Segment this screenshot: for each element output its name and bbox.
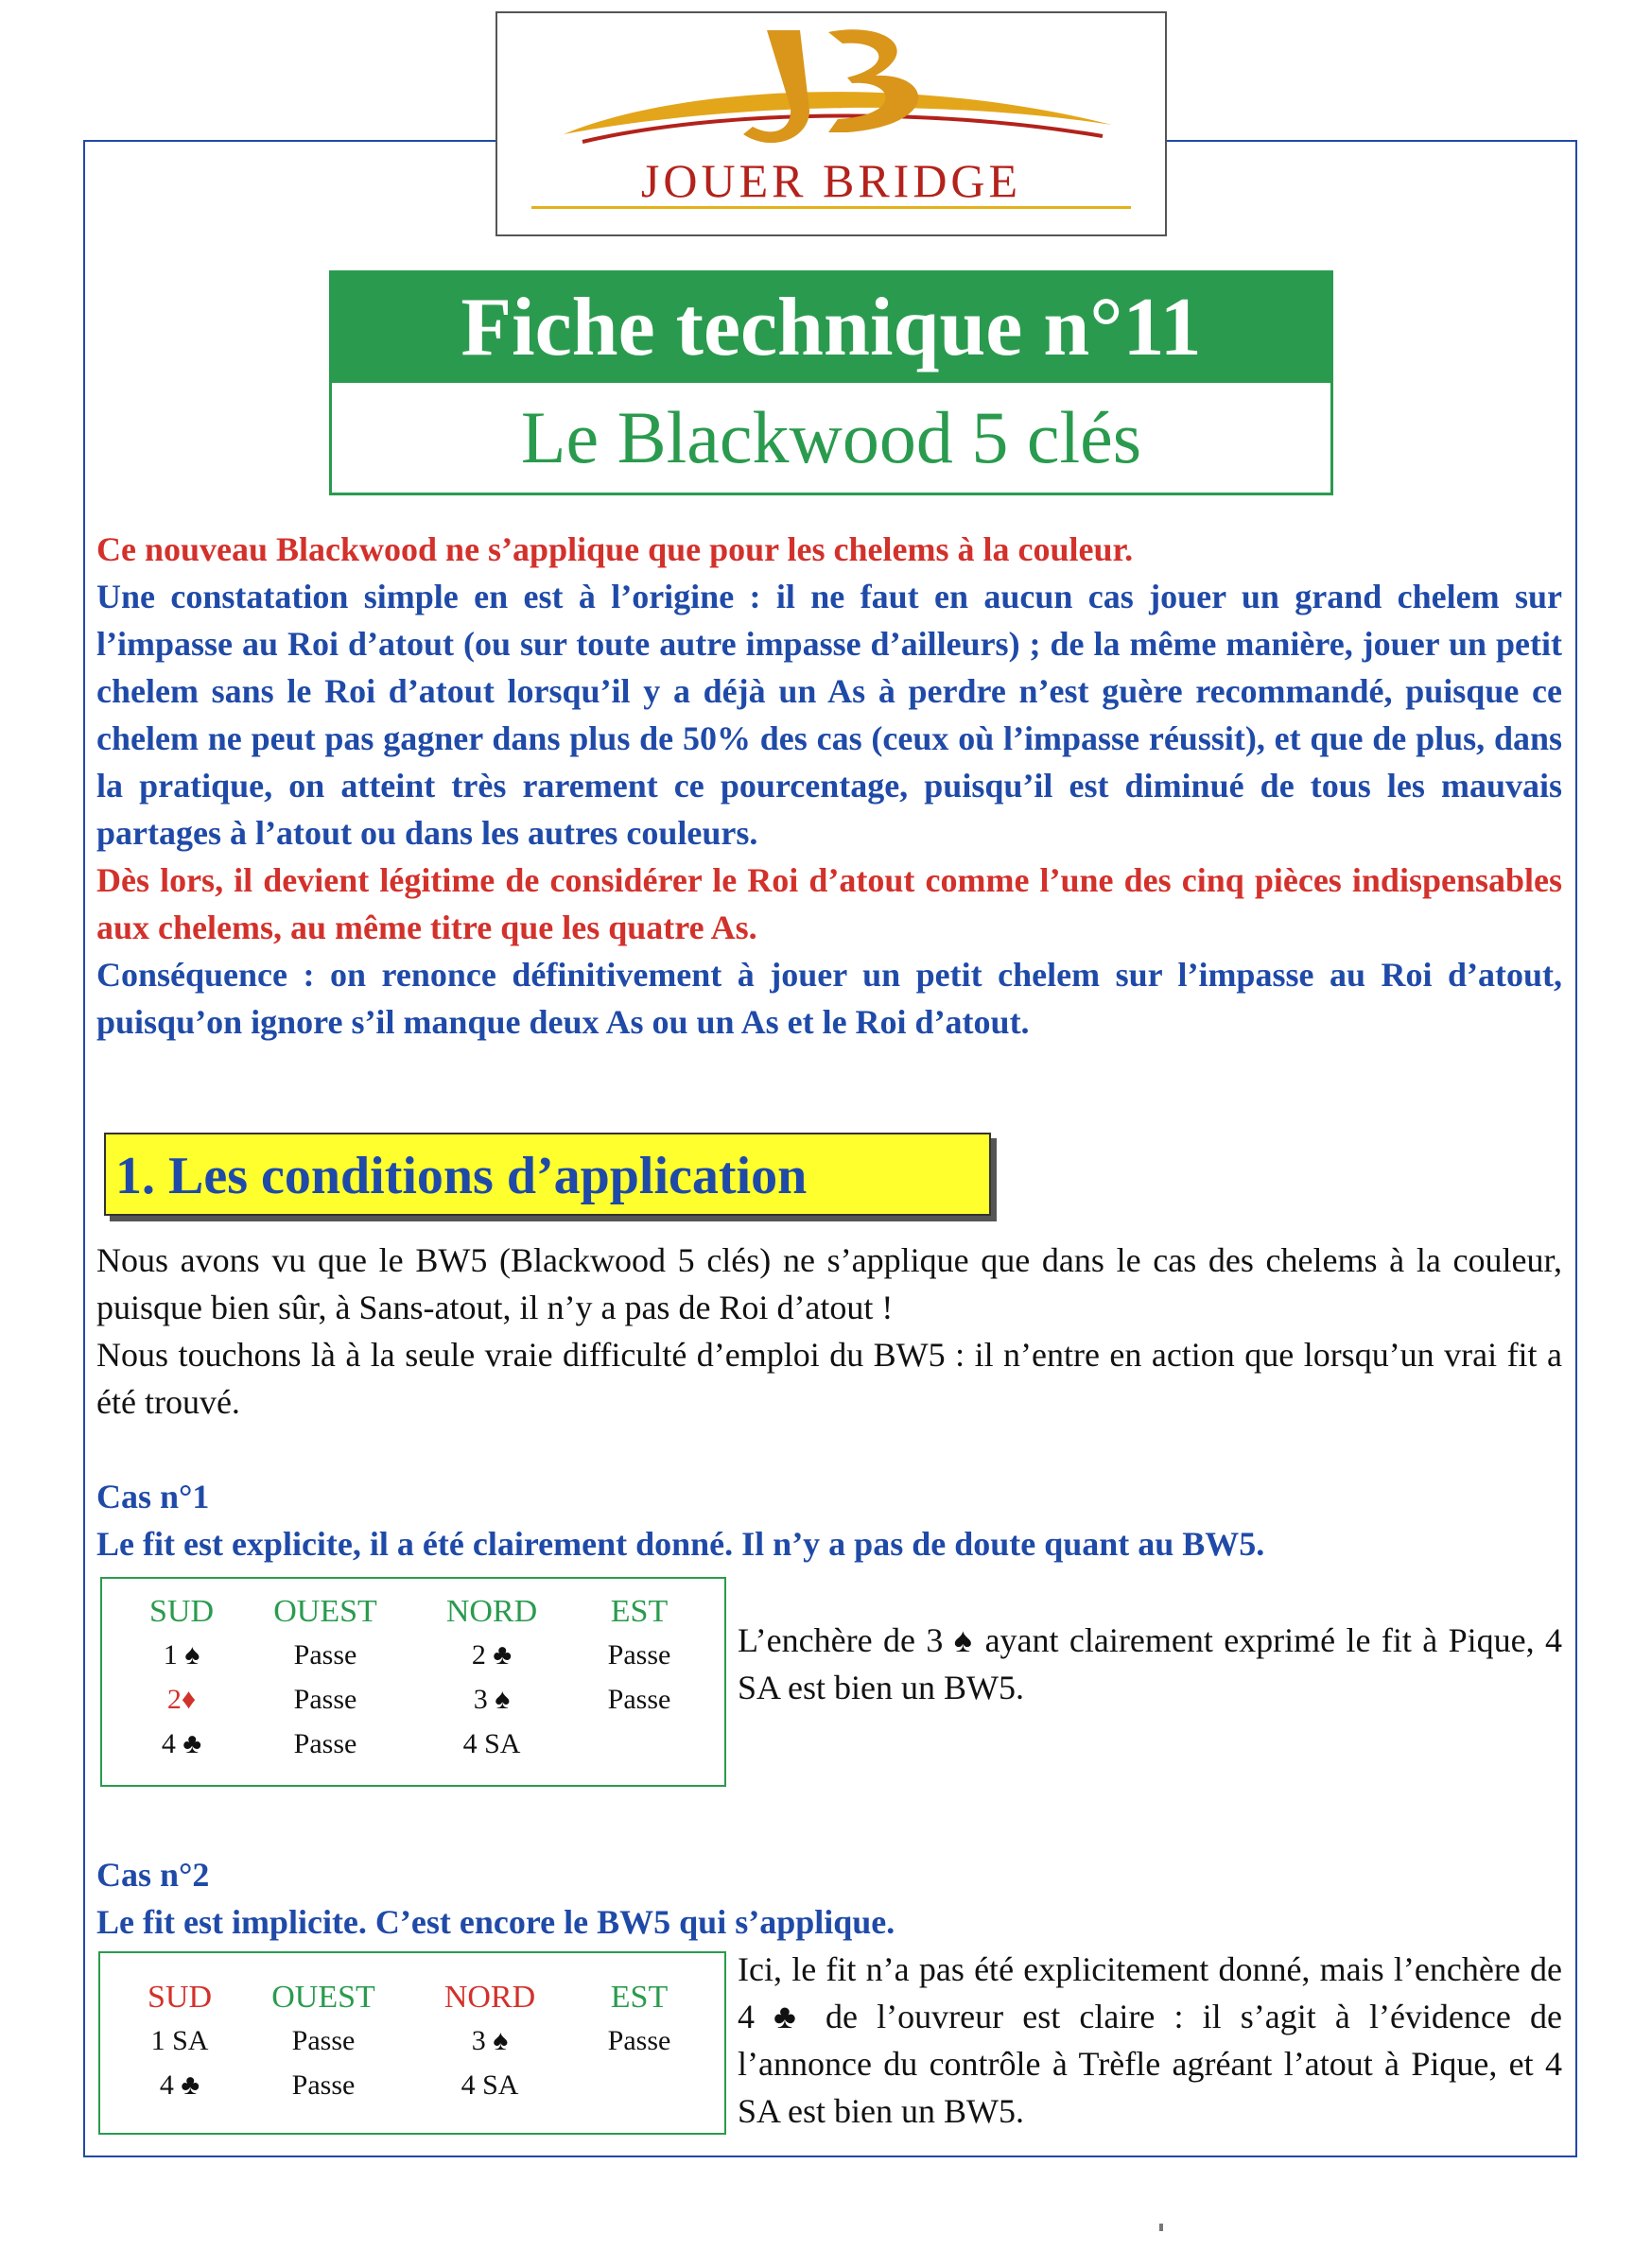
bidding-row [102,1722,724,1766]
bid-cell: 1 SA [150,2025,209,2056]
bid-cell: 2♦ [166,1684,197,1715]
case1-comment: L’enchère de 3 ♠ ayant clairement exprimé le fit à Pique, 4 SA est bien un BW5. [738,1621,1562,1706]
page-title: Fiche technique n°11 [332,273,1330,383]
intro-paragraph: Une constatation simple en est à l’origine : il ne faut en aucun cas jouer un grand chelem sur l’impasse au Roi d’atout (ou sur toute autre impasse d’ailleurs) ; de la même manière, jouer un petit chelem sans le Roi d’atout lorsqu’il y a déjà un As à perdre n’est guère recommandé, puisque ce chelem ne peut pas gagner dans plus de 50% des cas (ceux où l’impasse réussit), et que de plus, dans la pratique, on atteint très rarement ce pourcentage, puisqu’il est diminué de tous les mauvais partages à l’atout ou dans les autres couleurs. [96,578,1562,852]
case1-label: Cas n°1 [96,1478,210,1515]
case2-comment: Ici, le fit n’a pas été explicitement donné, mais l’enchère de 4 ♣ de l’ouvreur est claire : il s’agit à l’évidence de l’annonce du contrôle à Trèfle agréant l’atout à Pique, et 4 SA est bien un BW5. [738,1950,1562,2130]
bid-cell: 1 ♠ [163,1639,200,1671]
case1-subtitle: Le fit est explicite, il a été clairement donné. Il n’y a pas de doute quant au BW5. [96,1525,1265,1563]
bid-cell: Passe [293,1684,357,1715]
intro-paragraph: Dès lors, il devient légitime de considérer le Roi d’atout comme l’une des cinq pièces indispensables aux chelems, au même titre que les quatre As. [96,861,1562,946]
bidding-header-row [100,1974,724,2018]
bid-cell: 4 ♣ [159,2069,200,2101]
bidding-row [100,2063,724,2107]
intro-text [96,526,1562,1046]
header-nord: NORD [445,1594,538,1629]
bid-cell: Passe [607,1639,671,1671]
bid-cell: 2 ♣ [471,1639,513,1671]
header-sud: SUD [147,1980,213,2015]
bidding-row [102,1677,724,1722]
intro-paragraph: Conséquence : on renonce définitivement à jouer un petit chelem sur l’impasse au Roi d’atout, puisqu’on ignore s’il manque deux As ou un As et le Roi d’atout. [96,956,1562,1041]
header-est: EST [610,1980,669,2015]
header-ouest: OUEST [273,1594,377,1629]
bid-cell: 3 ♠ [471,2025,509,2056]
bidding-table-case1 [100,1577,726,1787]
bid-cell: 4 ♣ [161,1728,202,1759]
bidding-row [102,1633,724,1677]
section-heading: 1. Les conditions d’application [104,1133,991,1216]
header-est: EST [610,1594,669,1629]
case2-subtitle: Le fit est implicite. C’est encore le BW5 qui s’applique. [96,1903,895,1941]
bid-cell: Passe [607,1684,671,1715]
logo-underline [531,206,1131,216]
bid-cell: Passe [607,2025,671,2056]
bid-cell: Passe [291,2069,356,2101]
bidding-row [100,2018,724,2063]
bidding-header-row [102,1588,724,1633]
bid-cell: 3 ♠ [473,1684,511,1715]
intro-paragraph: Ce nouveau Blackwood ne s’applique que pour les chelems à la couleur. [96,530,1134,568]
header-sud: SUD [148,1594,215,1629]
logo [495,11,1167,236]
bid-cell: Passe [291,2025,356,2056]
header-ouest: OUEST [271,1980,375,2015]
page-subtitle: Le Blackwood 5 clés [520,396,1142,478]
body-paragraph: Nous avons vu que le BW5 (Blackwood 5 clés) ne s’applique que dans le cas des chelems à la couleur, puisque bien sûr, à Sans-atout, il n’y a pas de Roi d’atout ! [96,1241,1562,1326]
bid-cell: Passe [293,1639,357,1671]
bid-cell: 4 SA [462,1728,521,1759]
case2-label: Cas n°2 [96,1856,210,1894]
header-nord: NORD [443,1980,536,2015]
logo-monogram-icon [526,21,1137,163]
title-box [329,270,1333,495]
bid-cell: 4 SA [461,2069,519,2101]
logo-text: JOUER BRIDGE [640,154,1022,207]
body-paragraph: Nous touchons là à la seule vraie difficulté d’emploi du BW5 : il n’entre en action que lorsqu’un vrai fit a été trouvé. [96,1336,1562,1421]
scan-speck [1159,2224,1163,2231]
section-body [96,1237,1562,1426]
bidding-table-case2 [98,1951,726,2135]
bid-cell: Passe [293,1728,357,1759]
